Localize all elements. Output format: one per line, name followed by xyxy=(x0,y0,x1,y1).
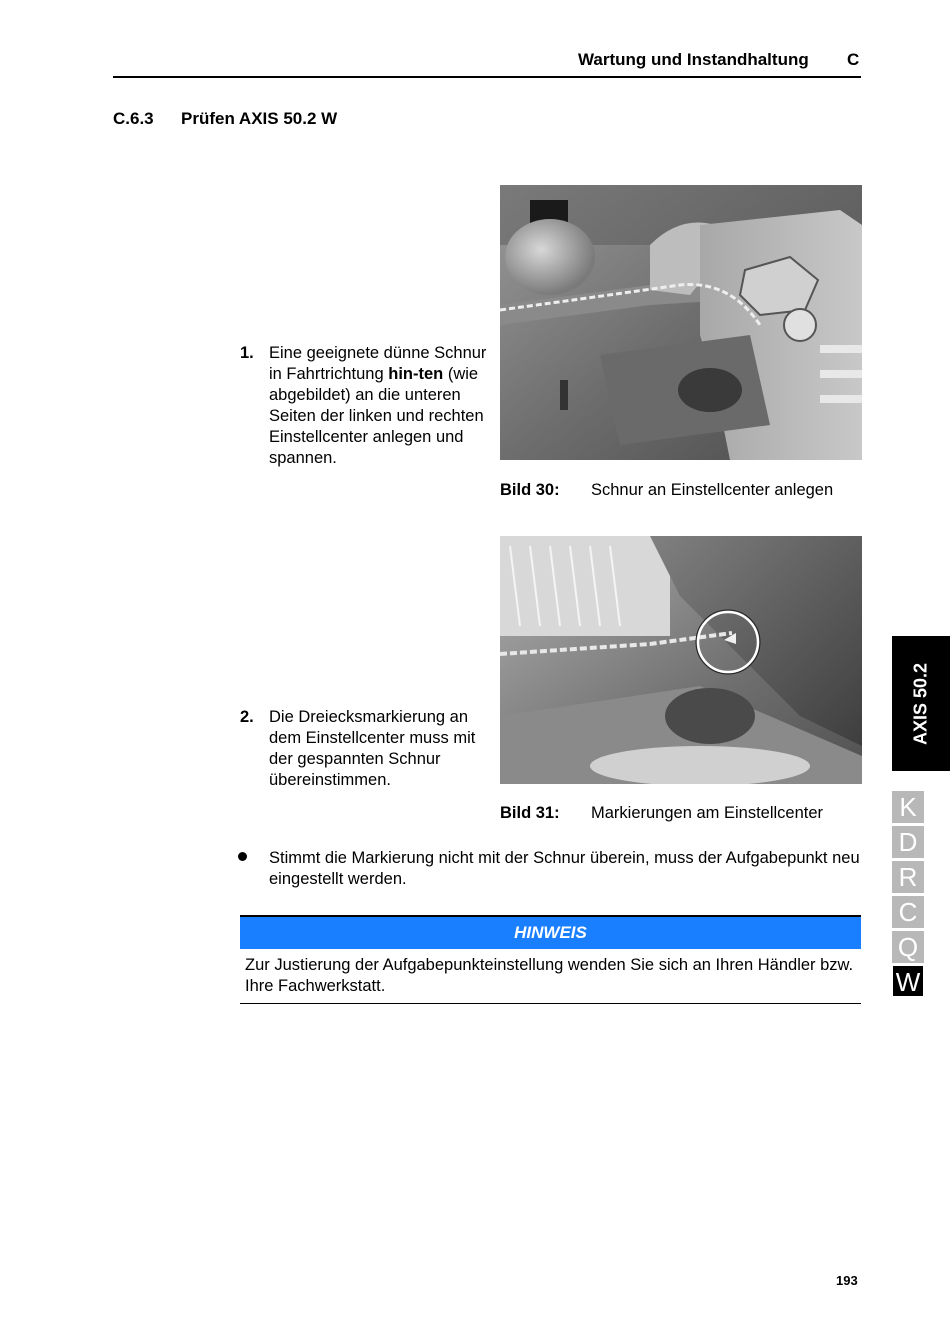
side-letter-q: Q xyxy=(892,931,924,963)
side-letter-r: R xyxy=(892,861,924,893)
notice-heading: HINWEIS xyxy=(240,917,861,949)
header-chapter-letter: C xyxy=(847,50,860,69)
step-1-text-emphasis: hin-ten xyxy=(388,365,444,383)
page-number: 193 xyxy=(836,1273,858,1288)
header-title: Wartung und Instandhaltung xyxy=(578,50,809,69)
step-1-text xyxy=(269,343,491,469)
figure-31-photo xyxy=(500,536,862,784)
header-divider xyxy=(113,76,861,78)
notice-body: Zur Justierung der Aufgabepunkteinstellung wenden Sie sich an Ihren Händler bzw. Ihre Fachwerkstatt. xyxy=(245,956,854,995)
figure-30-label: Bild 30: xyxy=(500,481,560,499)
figure-31-label: Bild 31: xyxy=(500,804,560,822)
side-letter-w: W xyxy=(892,965,924,997)
side-letter-d: D xyxy=(892,826,924,858)
side-tab-label: AXIS 50.2 xyxy=(910,662,931,745)
step-2-text: Die Dreiecksmarkierung an dem Einstellcenter muss mit der gespannten Schnur übereinstimmen. xyxy=(269,708,476,789)
side-letter-c: C xyxy=(892,896,924,928)
step-1-text-b: (wie abgebildet) an die unteren Seiten der linken und rechten Einstellcenter anlegen und spannen. xyxy=(269,365,484,467)
bullet-text: Stimmt die Markierung nicht mit der Schnur überein, muss der Aufgabepunkt neu eingestellt werden. xyxy=(269,849,860,888)
notice-bottom-rule xyxy=(240,1003,861,1004)
section-title: Prüfen AXIS 50.2 W xyxy=(181,109,338,128)
figure-31-caption: Markierungen am Einstellcenter xyxy=(591,804,824,822)
side-tab xyxy=(892,636,950,771)
section-number: C.6.3 xyxy=(113,109,154,128)
figure-30-caption: Schnur an Einstellcenter anlegen xyxy=(591,481,834,499)
side-letter-k: K xyxy=(892,791,924,823)
step-2-number: 2. xyxy=(240,708,254,726)
figure-30-photo xyxy=(500,185,862,460)
step-1-number: 1. xyxy=(240,344,254,362)
step-1-text-a: Eine geeignete dünne Schnur in Fahrtrichtung xyxy=(269,344,487,383)
bullet-dot xyxy=(238,852,247,861)
